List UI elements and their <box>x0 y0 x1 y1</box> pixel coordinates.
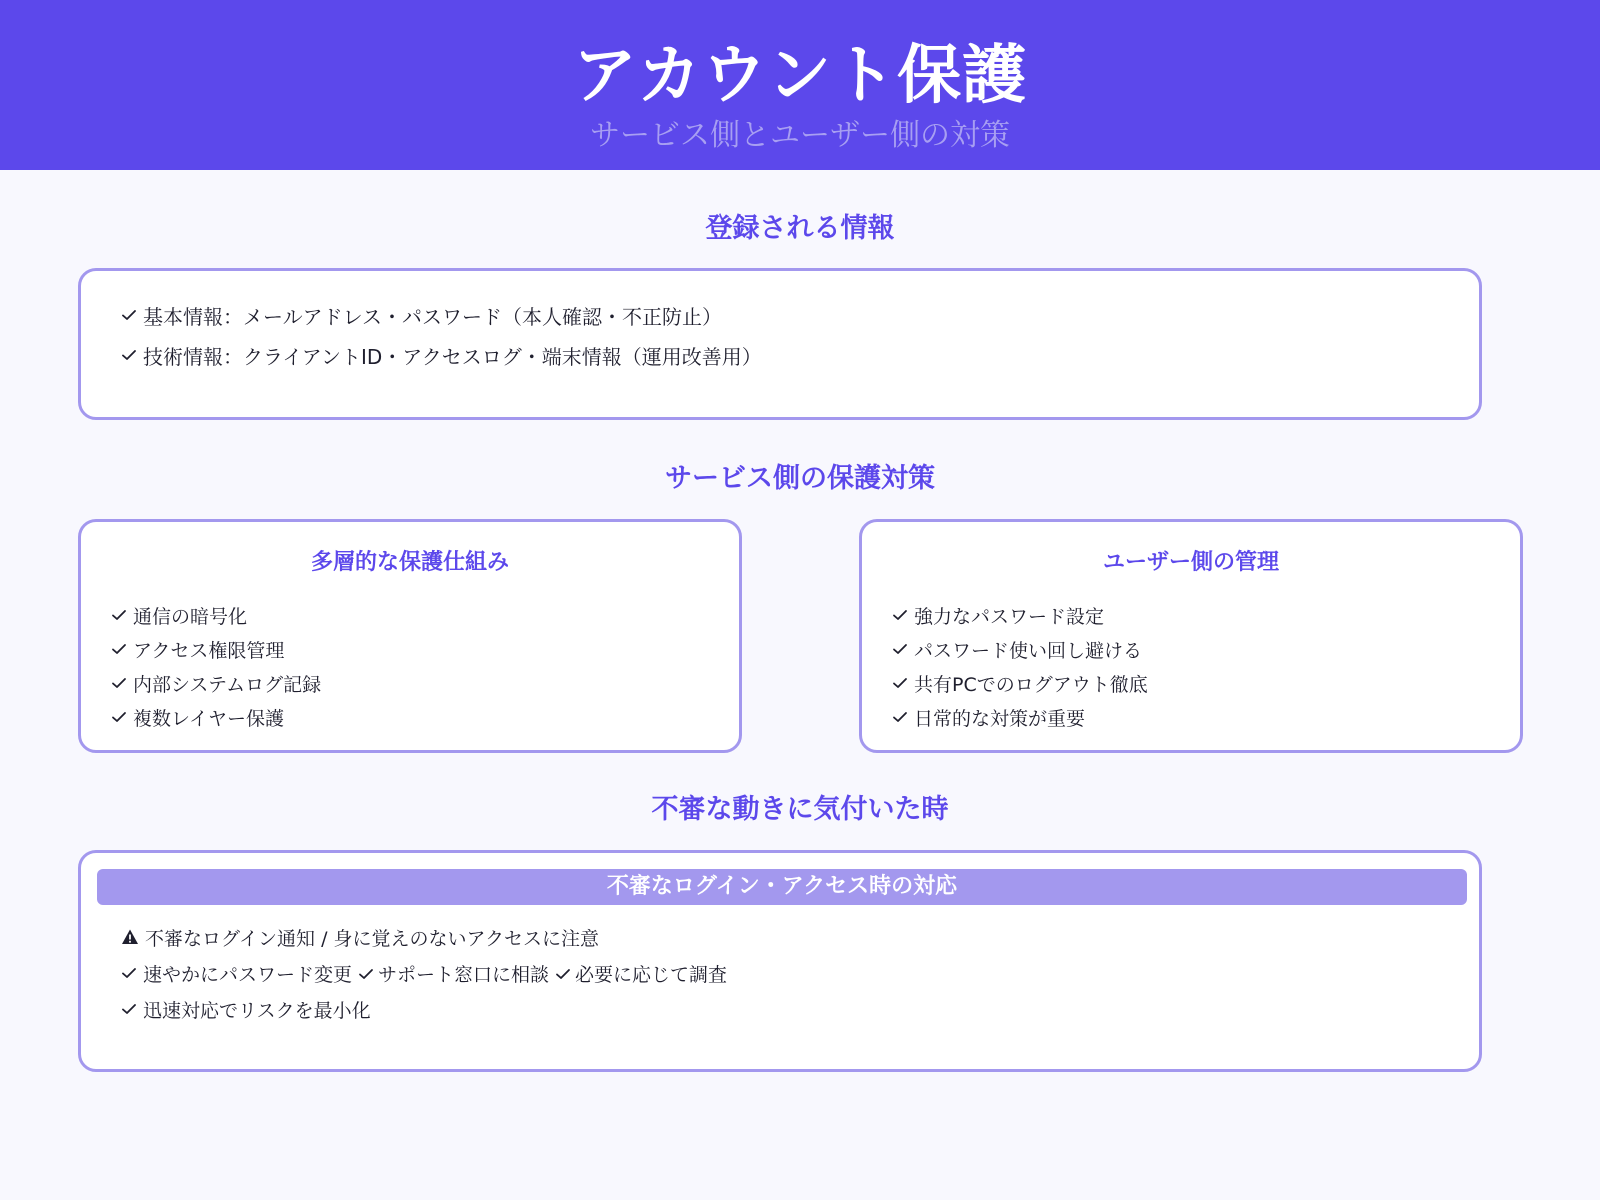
list-item <box>892 700 1148 734</box>
list-item-warning <box>121 919 727 955</box>
check-icon <box>555 965 571 981</box>
check-icon <box>892 675 908 691</box>
page-title: アカウント保護 <box>572 39 1028 113</box>
list-item <box>111 632 321 666</box>
check-icon <box>892 641 908 657</box>
suspicious-activity-list <box>121 919 727 1027</box>
list-item-label: パスワード使い回し避ける <box>914 639 1143 662</box>
action-contact-support: サポート窓口に相談 <box>378 963 550 986</box>
action-change-password: 速やかにパスワード変更 <box>143 963 353 986</box>
check-icon <box>121 965 137 981</box>
list-item-label: 日常的な対策が重要 <box>914 707 1086 730</box>
list-item <box>892 598 1148 632</box>
list-item <box>121 335 762 375</box>
warning-text: 不審なログイン通知 / 身に覚えのないアクセスに注意 <box>145 927 599 950</box>
list-item-label: 共有PCでのログアウト徹底 <box>914 673 1148 696</box>
warning-icon <box>121 928 139 946</box>
suspicious-activity-card <box>78 850 1482 1072</box>
check-icon <box>111 607 127 623</box>
list-item-label: アクセス権限管理 <box>133 639 285 662</box>
check-icon <box>121 307 137 323</box>
multilayer-protection-card <box>78 519 742 753</box>
list-item <box>892 632 1148 666</box>
check-icon <box>111 675 127 691</box>
page-subtitle: サービス側とユーザー側の対策 <box>590 118 1010 153</box>
user-management-card <box>859 519 1523 753</box>
check-icon <box>111 709 127 725</box>
user-management-list <box>892 598 1148 734</box>
list-item-label: 技術情報：クライアントID・アクセスログ・端末情報（運用改善用） <box>143 344 762 369</box>
action-investigate: 必要に応じて調査 <box>575 963 728 986</box>
check-icon <box>358 965 374 981</box>
list-item <box>111 700 321 734</box>
list-item-label: 通信の暗号化 <box>133 605 248 628</box>
card-title: 多層的な保護仕組み <box>310 550 509 575</box>
check-icon <box>892 607 908 623</box>
registered-info-card <box>78 268 1482 420</box>
list-item <box>121 295 762 335</box>
registered-info-list <box>121 295 762 375</box>
multilayer-protection-list <box>111 598 321 734</box>
card-title: ユーザー側の管理 <box>1102 550 1279 575</box>
list-item-label: 内部システムログ記録 <box>133 673 322 696</box>
section-heading-suspicious-activity: 不審な動きに気付いた時 <box>651 794 949 825</box>
list-item-label: 基本情報：メールアドレス・パスワード（本人確認・不正防止） <box>143 304 722 329</box>
list-item <box>111 666 321 700</box>
check-icon <box>121 347 137 363</box>
check-icon <box>111 641 127 657</box>
list-item-actions <box>121 955 727 991</box>
section-heading-service-protection: サービス側の保護対策 <box>665 463 935 494</box>
section-heading-registered-info: 登録される情報 <box>705 213 895 244</box>
list-item-label: 複数レイヤー保護 <box>133 707 285 730</box>
list-item <box>111 598 321 632</box>
final-text: 迅速対応でリスクを最小化 <box>143 999 371 1022</box>
page-header <box>0 0 1600 170</box>
list-item <box>892 666 1148 700</box>
alert-bar-title: 不審なログイン・アクセス時の対応 <box>97 869 1467 905</box>
check-icon <box>892 709 908 725</box>
list-item-final <box>121 991 727 1027</box>
check-icon <box>121 1001 137 1017</box>
list-item-label: 強力なパスワード設定 <box>914 605 1105 628</box>
